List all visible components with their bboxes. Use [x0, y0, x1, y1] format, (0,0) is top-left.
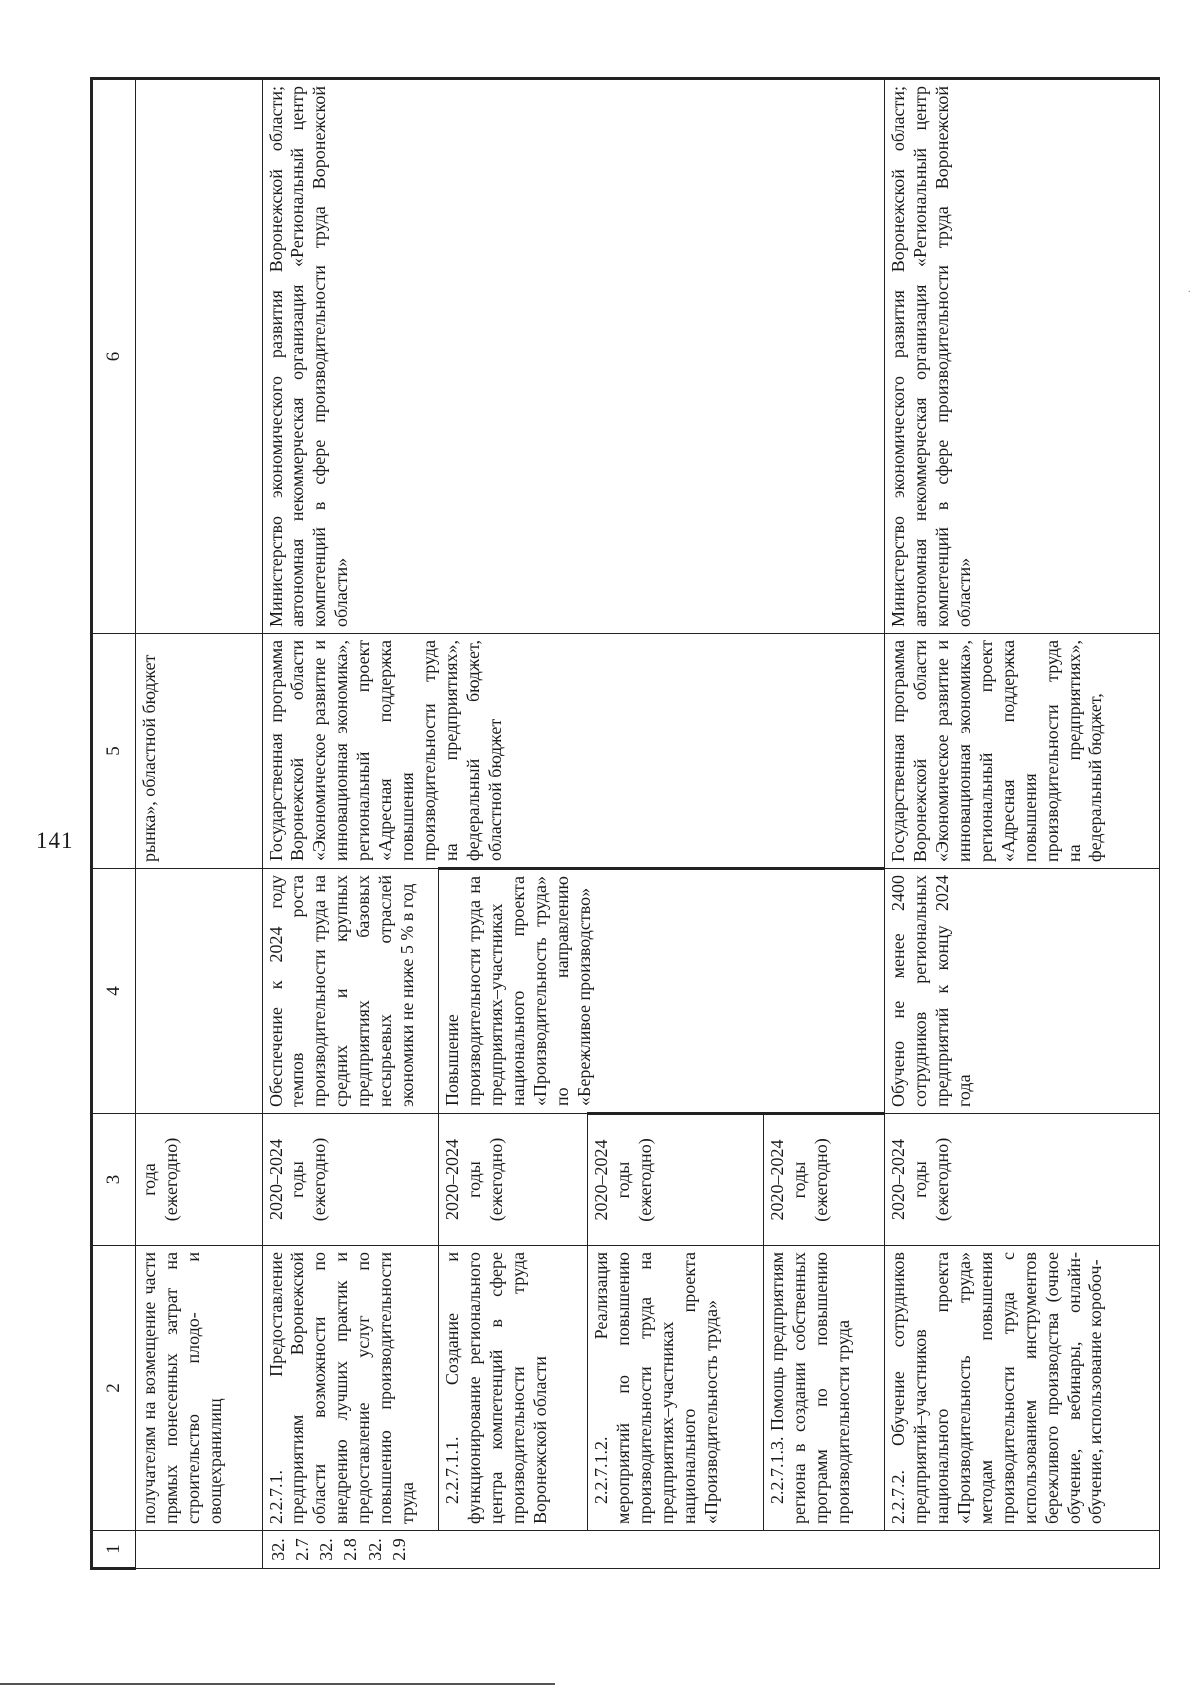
- row-cont-result: [136, 869, 263, 1114]
- page-number: 141: [36, 828, 74, 853]
- scan-speck: .: [1188, 284, 1191, 295]
- row-2272-executor: Министерство экономического развития Воронежской области; автономная некоммерческая организация «Региональный центр компетенций в сфере производительности труда Воронежской области»: [884, 79, 1159, 634]
- row-2271-result: Обеспечение к 2024 году темпов роста производительности труда на средних и крупных предприятиях базовых несырьевых отраслей экономики не ниже 5 % в год: [262, 869, 439, 1114]
- row-2272-source: Государственная программа Воронежской области «Экономическое развитие и инновационная экономика», региональный проект «Адресная поддержка повышения производительности труда на предприятиях», федеральный бюджет,: [884, 634, 1159, 869]
- row-2272-result: Обучено не менее 2400 сотрудников региональных предприятий к концу 2024 года: [884, 869, 1159, 1114]
- row-22711-measure: 2.2.7.1.1. Создание и функционирование регионального центра компетенций в сфере производительности труда Воронежской области: [439, 1246, 588, 1531]
- table-row-continued: [136, 79, 263, 1569]
- table-row-2272: [884, 79, 1159, 1569]
- row-22712-measure: 2.2.7.1.2. Реализация мероприятий по повышению производительности труда на предприятиях–участниках национального проекта «Производительность труда»: [587, 1246, 763, 1531]
- row-2271-period: 2020–2024 годы (ежегодно): [262, 1114, 439, 1246]
- row-22713-measure: 2.2.7.1.3. Помощь предприятиям региона в создании собственных программ по повышению производительности труда: [763, 1246, 884, 1531]
- row-2272-measure: 2.2.7.2. Обучение сотрудников предприятий–участников национального проекта «Производительность труда» методам повышения производительности труда с использованием инструментов бережливого производства (очное обучение, вебинары, онлайн-обучение, использование коробоч-: [884, 1246, 1159, 1531]
- header-col-1: 1: [92, 1531, 136, 1569]
- row-2271-source: Государственная программа Воронежской области «Экономическое развитие и инновационная экономика», региональный проект «Адресная поддержка повышения производительности труда на предприятиях», федеральный бюджет, областной бюджет: [262, 634, 884, 869]
- row-22711-result: Повышение производительности труда на предприятиях–участниках национального проекта «Производительность труда» по направлению «Бережливое производство»: [439, 869, 885, 1114]
- header-col-6: 6: [92, 79, 136, 634]
- row-cont-source: рынка», областной бюджет: [136, 634, 263, 869]
- scan-bottom-rule: [0, 1683, 555, 1685]
- rotated-table-page: [90, 80, 1160, 1570]
- header-col-2: 2: [92, 1246, 136, 1531]
- row-22713-period: 2020–2024 годы (ежегодно): [763, 1114, 884, 1246]
- row-2271-measure: 2.2.7.1. Предоставление предприятиям Воронежской области возможности по внедрению лучших практик и предоставление услуг по повышению производительности труда: [262, 1246, 439, 1531]
- row-22711-period: 2020–2024 годы (ежегодно): [439, 1114, 588, 1246]
- header-col-4: 4: [92, 869, 136, 1114]
- header-row: [92, 79, 136, 1569]
- row-2272-period: 2020–2024 годы (ежегодно): [884, 1114, 1159, 1246]
- header-col-5: 5: [92, 634, 136, 869]
- row-cont-executor: [136, 79, 263, 634]
- program-table: [90, 77, 1160, 1570]
- row-cont-col-1: [136, 1531, 263, 1569]
- table-row-2271: [262, 79, 439, 1569]
- row-22712-period: 2020–2024 годы (ежегодно): [587, 1114, 763, 1246]
- header-col-3: 3: [92, 1114, 136, 1246]
- row-2271-executor: Министерство экономического развития Воронежской области; автономная некоммерческая организация «Региональный центр компетенций в сфере производительности труда Воронежской области»: [262, 79, 884, 634]
- row-cont-measure: получателям на возмещение части прямых понесенных затрат на строительство плодо- и овощехранилищ: [136, 1246, 263, 1531]
- row-cont-period: года (ежегодно): [136, 1114, 263, 1246]
- row-codes: 32.2.7 32.2.8 32.2.9: [262, 1531, 1159, 1569]
